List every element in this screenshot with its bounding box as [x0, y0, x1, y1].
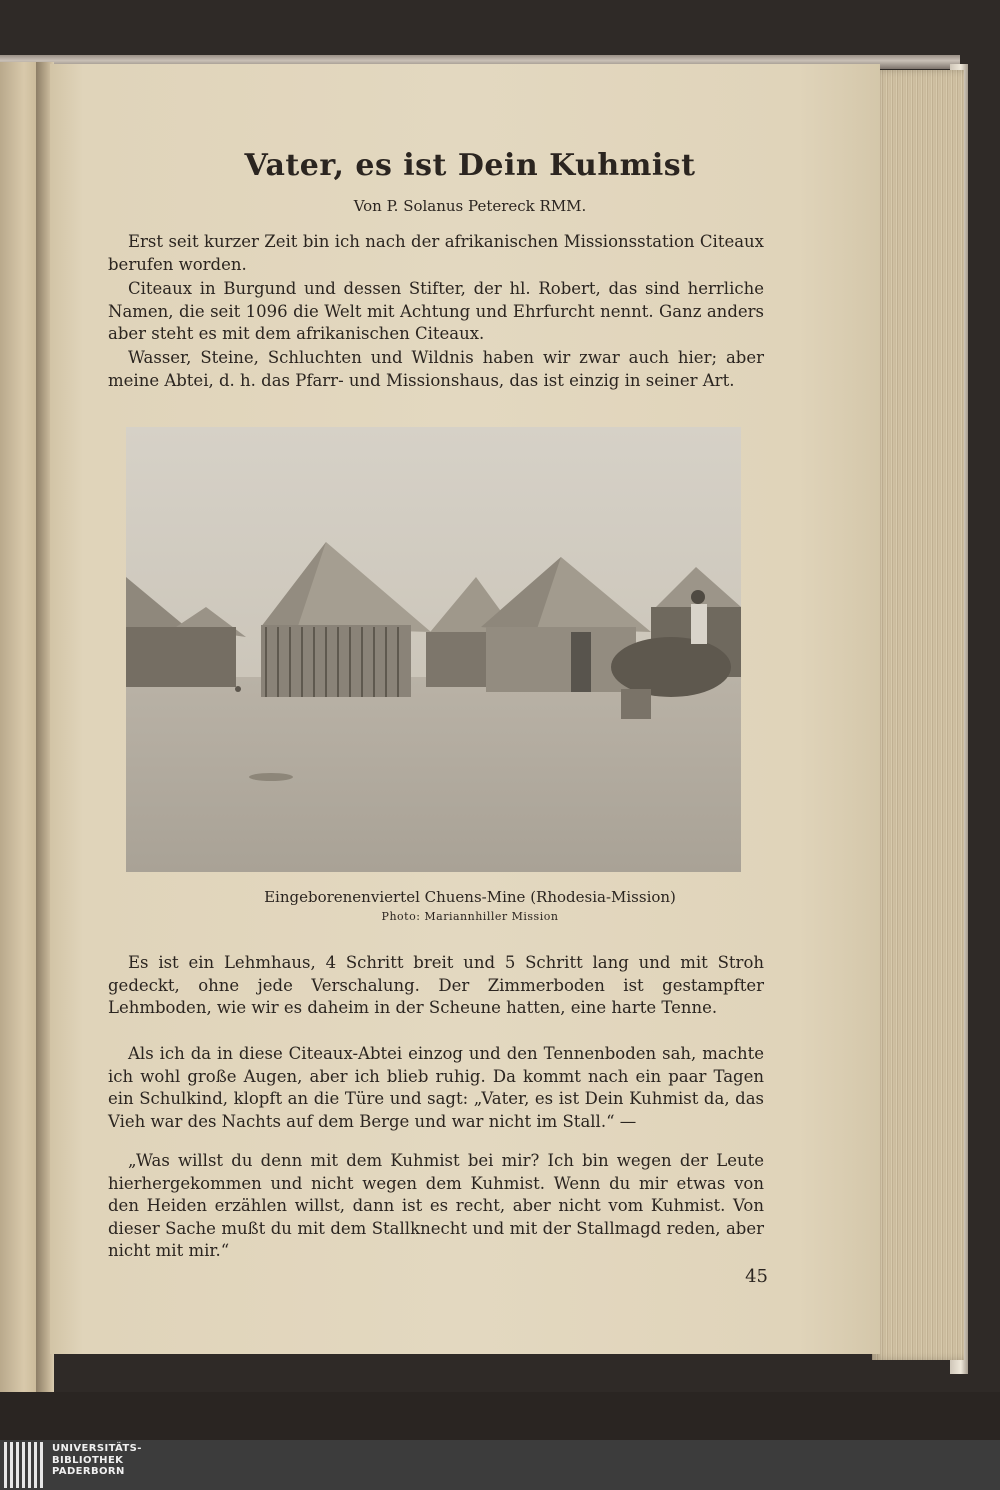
paragraph-4: Es ist ein Lehmhaus, 4 Schritt breit und 5 Schritt lang und mit Stroh gedeckt, ohne jede Verschalung. Der Zimmerboden ist gestampfter Lehmboden, wie wir es daheim in der Scheune hatten, eine harte Tenne.	[108, 953, 764, 1017]
paragraph-2: Citeaux in Burgund und dessen Stifter, der hl. Robert, das sind herrliche Namen, die seit 1096 die Welt mit Achtung und Ehrfurcht nennt. Ganz anders aber steht es mit dem afrikanischen Citeaux.	[108, 279, 764, 343]
article-photo	[126, 427, 741, 872]
article-title: Vater, es ist Dein Kuhmist	[244, 148, 696, 183]
scan-bottom-shadow	[0, 1392, 1000, 1440]
library-line-3: PADERBORN	[52, 1466, 125, 1477]
page-number: 45	[745, 1266, 768, 1287]
left-page-edge	[0, 62, 40, 1392]
library-line-1: UNIVERSITÄTS-	[52, 1443, 142, 1454]
library-footer	[0, 1440, 1000, 1490]
photo-credit: Photo: Mariannhiller Mission	[381, 910, 559, 923]
paragraph-5: Als ich da in diese Citeaux-Abtei einzog und den Tennenboden sah, machte ich wohl große Augen, aber ich blieb ruhig. Da kommt nach ein paar Tagen ein Schulkind, klopft an die Türe und sagt: „Vater, es ist Dein Kuhmist da, das Vieh war des Nachts auf dem Berge und war nicht im Stall.“ —	[108, 1044, 764, 1131]
page-stack-edges	[872, 70, 964, 1360]
barcode-stripes-logo-icon	[4, 1442, 44, 1488]
library-name	[52, 1443, 142, 1478]
paragraph-6: „Was willst du denn mit dem Kuhmist bei mir? Ich bin wegen der Leute hierhergekommen und nicht wegen dem Kuhmist. Wenn du mir etwas von den Heiden erzählen willst, dann ist es recht, aber nicht vom Kuhmist. Von dieser Sache mußt du mit dem Stallknecht und mit der Stallmagd reden, aber nicht mit mir.“	[108, 1151, 764, 1260]
article-byline: Von P. Solanus Petereck RMM.	[353, 197, 587, 215]
paragraph-1: Erst seit kurzer Zeit bin ich nach der afrikanischen Missionsstation Citeaux berufen worden.	[108, 232, 764, 274]
library-line-2: BIBLIOTHEK	[52, 1454, 124, 1466]
photo-caption: Eingeborenenviertel Chuens-Mine (Rhodesia-Mission)	[264, 888, 676, 906]
village-huts-photo	[126, 427, 741, 872]
paragraph-3: Wasser, Steine, Schluchten und Wildnis haben wir zwar auch hier; aber meine Abtei, d. h. das Pfarr- und Missionshaus, das ist einzig in seiner Art.	[108, 348, 764, 390]
